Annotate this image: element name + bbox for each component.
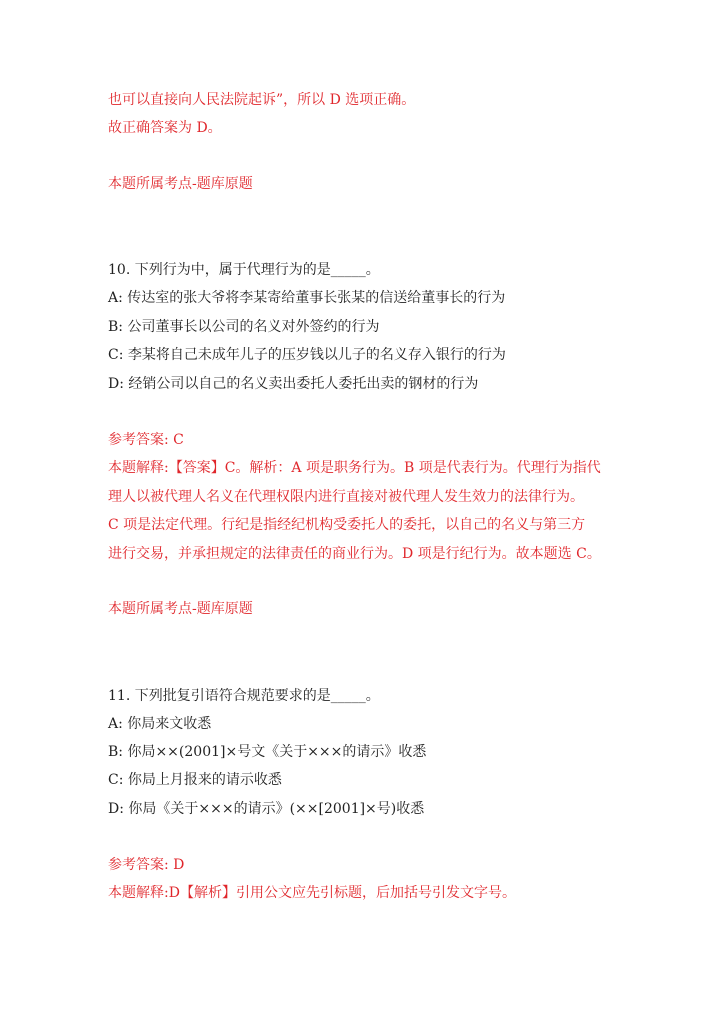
option-c: C: 你局上月报来的请示收悉 [108, 772, 282, 788]
explanation-line: 本题解释:D【解析】引用公文应先引标题，后加括号引发文字号。 [108, 885, 516, 901]
option-b: B: 公司董事长以公司的名义对外签约的行为 [108, 319, 380, 335]
explanation-text: 也可以直接向人民法院起诉”，所以 D 选项正确。 [108, 92, 416, 108]
option-b: B: 你局××(2001]×号文《关于×××的请示》收悉 [108, 744, 427, 760]
answer-conclusion: 故正确答案为 D。 [108, 120, 222, 136]
explanation-line: 理人以被代理人名义在代理权限内进行直接对被代理人发生效力的法律行为。 [108, 489, 584, 505]
option-d: D: 你局《关于×××的请示》(××[2001]×号)收悉 [108, 801, 425, 817]
question-11: 11. 下列批复引语符合规范要求的是_____。 [108, 688, 380, 704]
reference-answer: 参考答案: D [108, 857, 185, 873]
option-a: A: 传达室的张大爷将李某寄给董事长张某的信送给董事长的行为 [108, 290, 506, 306]
source-note: 本题所属考点-题库原题 [108, 601, 253, 617]
explanation-line: C 项是法定代理。行纪是指经纪机构受委托人的委托，以自己的名义与第三方 [108, 517, 586, 533]
explanation-line: 进行交易，并承担规定的法律责任的商业行为。D 项是行纪行为。故本题选 C。 [108, 546, 601, 562]
option-a: A: 你局来文收悉 [108, 716, 212, 732]
explanation-line: 本题解释:【答案】C。解析：A 项是职务行为。B 项是代表行为。代理行为指代 [108, 460, 601, 476]
option-c: C: 李某将自己未成年儿子的压岁钱以儿子的名义存入银行的行为 [108, 347, 506, 363]
option-d: D: 经销公司以自己的名义卖出委托人委托出卖的钢材的行为 [108, 376, 479, 392]
question-10: 10. 下列行为中，属于代理行为的是_____。 [108, 262, 380, 278]
source-note: 本题所属考点-题库原题 [108, 176, 253, 192]
reference-answer: 参考答案: C [108, 432, 184, 448]
